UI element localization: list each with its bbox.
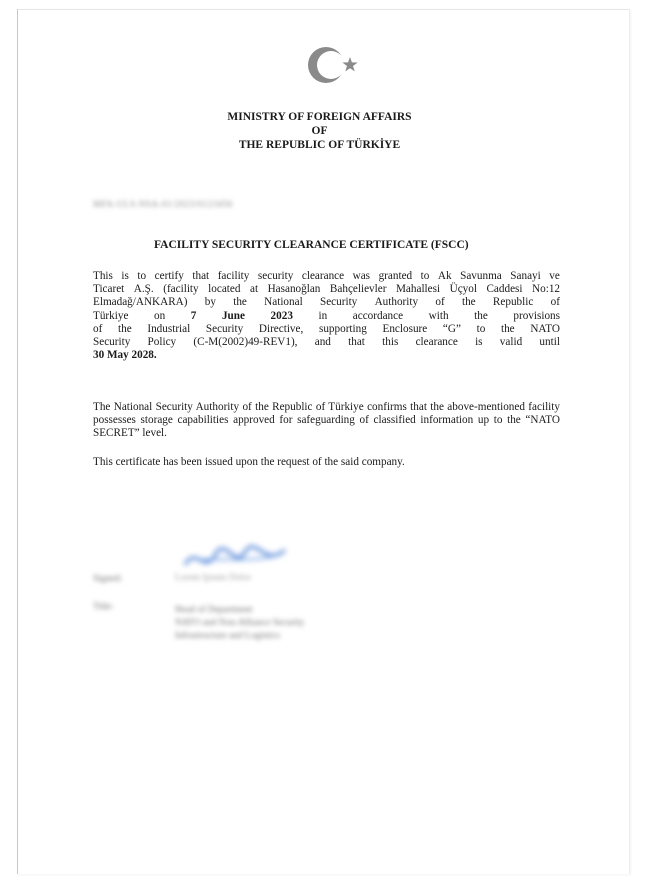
paragraph-word: valid — [499, 336, 523, 349]
paragraph-word: Authority — [374, 296, 419, 309]
paragraph-word: at — [249, 283, 259, 296]
paragraph-word: accordance — [352, 309, 404, 322]
crescent-star-icon — [302, 40, 362, 90]
paragraph-word: (C-M(2002)49-REV1), — [193, 336, 298, 349]
paragraph-word: of — [435, 296, 445, 309]
signer-title-line: Head of Department — [175, 605, 253, 615]
paragraph-word: This — [93, 270, 113, 282]
paragraph-word: Enclosure — [382, 322, 428, 335]
paragraph-word: Üçyol — [449, 283, 477, 296]
paragraph-word: supporting — [318, 322, 367, 335]
paragraph-word: Republic — [492, 296, 534, 309]
paragraph-word: National — [264, 296, 303, 309]
paragraph-word: certify — [154, 270, 184, 282]
paragraph-word: granted — [378, 270, 413, 282]
paragraph-word: Türkiye — [93, 309, 129, 322]
paragraph-word: provisions — [513, 309, 560, 322]
issuance-note: This certificate has been issued upon the request of the said company. — [93, 456, 405, 468]
paragraph-word: to — [420, 270, 430, 282]
paragraph-word: until — [539, 336, 560, 349]
paragraph-word: on — [154, 309, 166, 322]
paragraph-word: ve — [549, 270, 560, 282]
reference-number: MFA-ULS-NSA-01/2023/0123456 — [93, 199, 233, 209]
paragraph-word: of — [550, 296, 560, 309]
paragraph-line — [93, 270, 560, 283]
paragraph-word: facility — [217, 270, 250, 282]
paragraph-word: Security — [205, 322, 244, 335]
paragraph-word: is — [121, 270, 129, 282]
paragraph-word: located — [208, 283, 241, 296]
ministry-line-2: OF — [311, 125, 328, 137]
paragraph-line — [93, 310, 560, 323]
paragraph-word: of — [93, 322, 103, 335]
paragraph-line — [93, 323, 560, 336]
nsa-confirmation-paragraph: The National Security Authority of the Republic of Türkiye confirms that the above-mentioned facility possesses storage capabilities approved for safeguarding of classified information up to the “NATO SECRET” level. — [93, 401, 560, 440]
paragraph-word: Bahçelievler — [329, 283, 387, 296]
paragraph-word: to — [476, 322, 486, 335]
paragraph-word: with — [428, 309, 449, 322]
paragraph-word: (facility — [163, 283, 199, 296]
paragraph-word: Policy — [147, 336, 177, 349]
paragraph-word: that — [192, 270, 210, 282]
paragraph-word: Caddesi — [486, 283, 523, 296]
signer-name: Lorem Ipsum Dolor — [175, 573, 251, 583]
paragraph-word: that — [348, 336, 365, 349]
paragraph-word: Ak — [437, 270, 452, 282]
ministry-line-1: MINISTRY OF FOREIGN AFFAIRS — [227, 111, 412, 123]
ministry-header — [0, 110, 642, 152]
paragraph-word: and — [314, 336, 331, 349]
paragraph-word: Security — [93, 336, 131, 349]
paragraph-line — [93, 283, 560, 296]
paragraph-word: is — [475, 336, 483, 349]
certificate-title: FACILITY SECURITY CLEARANCE CERTIFICATE (FSCC) — [154, 239, 469, 251]
title-label: Title: — [93, 602, 114, 612]
paragraph-line — [93, 296, 560, 309]
paragraph-word: NATO — [530, 322, 560, 335]
paragraph-word: this — [382, 336, 399, 349]
paragraph-word: clearance — [301, 270, 345, 282]
paragraph-word: Mahallesi — [395, 283, 441, 296]
paragraph-word: was — [352, 270, 371, 282]
paragraph-word: to — [137, 270, 147, 282]
signed-label: Signed: — [93, 574, 123, 584]
paragraph-word: June — [221, 309, 245, 322]
paragraph-word: the — [474, 309, 488, 322]
paragraph-word: Directive, — [258, 322, 304, 335]
paragraph-word: Ticaret — [93, 283, 125, 296]
paragraph-word: Savunma — [460, 270, 502, 282]
paragraph-word: 7 — [190, 309, 197, 322]
paragraph-word: 2023 — [270, 309, 293, 322]
paragraph-word: by — [204, 296, 216, 309]
paragraph-word: security — [257, 270, 294, 282]
paragraph-word: No:12 — [532, 283, 560, 296]
paragraph-word: the — [118, 322, 132, 335]
paragraph-word: in — [318, 309, 328, 322]
signer-title-line: Infrastructure and Logistics — [175, 631, 280, 641]
signer-title-line: NATO and Non-Alliance Security — [175, 618, 305, 628]
ministry-line-3: THE REPUBLIC OF TÜRKİYE — [238, 139, 401, 151]
paragraph-word: the — [461, 296, 476, 309]
validity-date: 30 May 2028. — [93, 349, 157, 362]
paragraph-word: clearance — [415, 336, 458, 349]
paragraph-word: Hasanoğlan — [267, 283, 321, 296]
paragraph-word: Sanayi — [510, 270, 541, 282]
paragraph-word: Elmadağ/ANKARA) — [93, 296, 188, 309]
paragraph-word: Security — [319, 296, 358, 309]
paragraph-word: A.Ş. — [133, 283, 154, 296]
paragraph-word: the — [233, 296, 247, 309]
paragraph-word: the — [500, 322, 515, 335]
certification-paragraph — [93, 270, 560, 362]
paragraph-line — [93, 336, 560, 349]
paragraph-word: “G” — [442, 322, 461, 335]
signer-title — [175, 604, 304, 643]
paragraph-word: Industrial — [147, 322, 191, 335]
